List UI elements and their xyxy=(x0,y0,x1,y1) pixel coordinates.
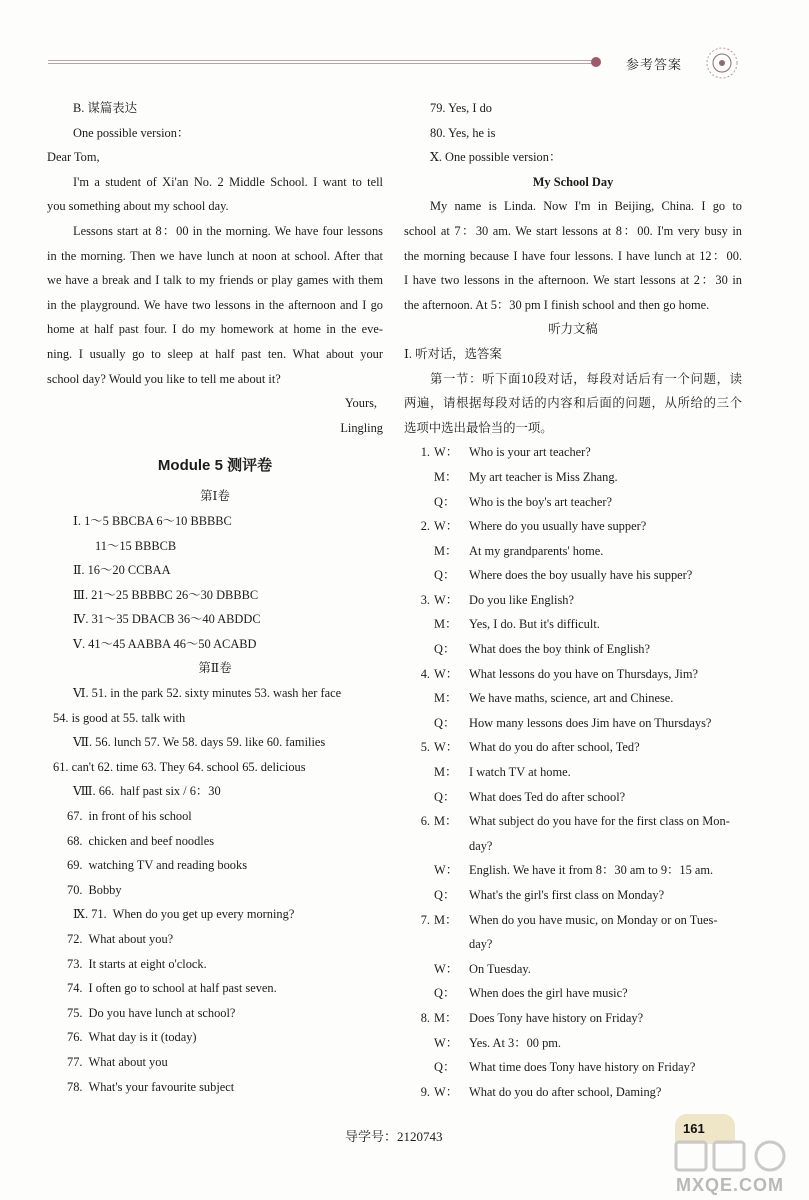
speaker-label: Q： xyxy=(434,888,456,902)
dialogue-number: 3. xyxy=(420,592,430,607)
speaker-label: Q： xyxy=(434,494,456,509)
answer-line: 61. can't 62. time 63. They 64. school 65. delicious xyxy=(53,759,306,774)
numbered-answer xyxy=(47,1075,383,1100)
dialogue-text: Where do you usually have supper? xyxy=(469,519,647,534)
dialogue-line xyxy=(404,612,742,637)
module-title: Module 5 测评卷 xyxy=(157,457,273,475)
dialogue-line xyxy=(404,981,742,1006)
answer-text: Do you have lunch at school? xyxy=(88,1005,236,1020)
dialogue-line xyxy=(404,490,742,515)
letter-body-line: Lessons start at 8：00 in the morning. We have four lessons xyxy=(73,223,383,238)
page-number: 161 xyxy=(683,1121,705,1136)
dialogue-line xyxy=(404,686,742,711)
part2-title: 第Ⅱ卷 xyxy=(198,661,232,676)
letter-body-line: in the morning. Then we have lunch at noon at school. After that xyxy=(47,248,383,263)
listening-section: Ⅰ. 听对话，选答案 xyxy=(404,346,502,361)
answer-text: watching TV and reading books xyxy=(88,858,248,873)
dialogue-line xyxy=(404,883,742,908)
dialogue-number: 2. xyxy=(420,519,430,534)
answer-text: in front of his school xyxy=(88,809,192,824)
answer-text: What day is it (today) xyxy=(88,1030,197,1045)
letter-body-line: ning. I usually go to sleep at half past ten. What about your xyxy=(47,346,383,361)
numbered-answer xyxy=(47,853,383,878)
left-column xyxy=(47,96,383,1099)
dialogue-text: How many lessons does Jim have on Thursdays? xyxy=(469,715,712,730)
numbered-answer xyxy=(47,878,383,903)
dialogue-line xyxy=(404,735,742,760)
answer-number: Ⅸ. 71. xyxy=(73,907,107,922)
dialogue-text: Do you like English? xyxy=(469,592,574,607)
dialogue-text: What subject do you have for the first class on Mon- xyxy=(469,814,730,829)
speaker-label: M： xyxy=(434,912,458,927)
letter-body-line: in the playground. We have two lessons in the afternoon and I go xyxy=(47,297,383,312)
speaker-label: Q： xyxy=(434,1060,456,1075)
answer-number: 77. xyxy=(67,1054,83,1069)
speaker-label: M： xyxy=(434,691,458,706)
speaker-label: M： xyxy=(434,469,458,484)
answer-text: What's your favourite subject xyxy=(88,1079,235,1094)
dialogue-text: Does Tony have history on Friday? xyxy=(469,1010,644,1025)
numbered-answer xyxy=(47,804,383,829)
speaker-label: W： xyxy=(434,961,459,976)
speaker-label: Q： xyxy=(434,789,456,804)
answer-line: Ⅴ. 41～45 AABBA 46～50 ACABD xyxy=(73,636,257,651)
numbered-answer xyxy=(47,927,383,952)
answer-line: Ⅶ. 56. lunch 57. We 58. days 59. like 60. families xyxy=(73,735,326,750)
numbered-answer xyxy=(47,829,383,854)
answer-text: It starts at eight o'clock. xyxy=(88,956,207,971)
numbered-answer xyxy=(47,902,383,927)
essay-line: the morning because I have four lessons. I have lunch at 12：00. xyxy=(404,248,742,263)
speaker-label: Q： xyxy=(434,715,456,730)
answer-number: 78. xyxy=(67,1079,83,1094)
answer-number: 72. xyxy=(67,932,83,946)
answer-number: 69. xyxy=(67,858,83,873)
dialogue-number: 4. xyxy=(420,666,430,681)
answer-line: 80. Yes, he is xyxy=(430,125,496,140)
dialogue-text: day? xyxy=(469,937,493,952)
dialogue-line xyxy=(404,637,742,662)
dialogue-text: Who is your art teacher? xyxy=(469,445,591,460)
speaker-label: W： xyxy=(434,592,459,607)
answer-line: 11～15 BBBCB xyxy=(95,538,177,553)
numbered-answer xyxy=(47,1025,383,1050)
letter-body-line: school day? Would you like to tell me about it? xyxy=(47,371,281,386)
letter-line: I'm a student of Xi'an No. 2 Middle School. I want to tell xyxy=(73,174,383,189)
answer-line: Ⅲ. 21～25 BBBBC 26～30 DBBBC xyxy=(73,587,259,602)
footer-code: 导学号：2120743 xyxy=(345,1129,443,1144)
speaker-label: M： xyxy=(434,814,458,829)
dialogue-number: 5. xyxy=(420,740,430,755)
right-column xyxy=(404,96,742,1104)
answer-line: Ⅰ. 1～5 BBCBA 6～10 BBBBC xyxy=(73,513,232,528)
speaker-label: W： xyxy=(434,1035,459,1050)
dialogue-line xyxy=(404,662,742,687)
instruction-line: 选项中选出最恰当的一项。 xyxy=(404,420,553,435)
essay-line: the afternoon. At 5：30 pm I finish school and then go home. xyxy=(404,297,710,312)
dialogue-line xyxy=(404,957,742,982)
answer-text: chicken and beef noodles xyxy=(88,833,215,848)
dialogue-line xyxy=(404,908,742,933)
dialogue-number: 8. xyxy=(420,1010,430,1025)
essay-title: My School Day xyxy=(532,174,614,189)
instruction-line: 两遍，请根据每段对话的内容和后面的问题，从所给的三个 xyxy=(404,396,742,411)
dialogue-text: What does the boy think of English? xyxy=(469,642,651,657)
speaker-label: Q： xyxy=(434,568,456,583)
dialogue-text: English. We have it from 8：30 am to 9：15 am. xyxy=(469,863,714,878)
dialogue-line xyxy=(404,539,742,564)
answer-line: Ⅱ. 16～20 CCBAA xyxy=(73,563,171,578)
dialogue-text: On Tuesday. xyxy=(469,961,531,976)
speaker-label: W： xyxy=(434,519,459,534)
answer-line: 54. is good at 55. talk with xyxy=(53,710,186,725)
answer-number: 74. xyxy=(67,981,83,996)
dialogue-text: What's the girl's first class on Monday? xyxy=(469,888,665,902)
speaker-label: M： xyxy=(434,543,458,558)
speaker-label: W： xyxy=(434,666,459,681)
letter-body-line: we have a break and I talk to my friends or play games with them xyxy=(47,273,383,288)
answer-text: half past six / 6：30 xyxy=(120,784,221,799)
numbered-answer xyxy=(47,1001,383,1026)
dialogue-line xyxy=(404,563,742,588)
answer-number: 73. xyxy=(67,956,83,971)
dialogue-text: I watch TV at home. xyxy=(469,765,571,780)
flower-ornament-icon xyxy=(705,46,739,80)
dialogue-line xyxy=(404,858,742,883)
dialogue-line xyxy=(404,440,742,465)
answer-number: 75. xyxy=(67,1005,83,1020)
dialogue-line xyxy=(404,1006,742,1031)
answer-line: 79. Yes, I do xyxy=(430,101,492,115)
watermark-text: MXQE.COM xyxy=(676,1175,785,1195)
dialogue-line xyxy=(404,834,742,859)
dialogue-line xyxy=(404,1031,742,1056)
dialogue-text: My art teacher is Miss Zhang. xyxy=(469,469,618,484)
answer-text: What about you? xyxy=(88,932,174,946)
essay-line: My name is Linda. Now I'm in Beijing, China. I go to xyxy=(430,199,742,214)
dialogue-text: What does Ted do after school? xyxy=(469,789,626,804)
answer-number: Ⅷ. 66. xyxy=(73,784,115,799)
letter-greeting: Dear Tom, xyxy=(47,150,100,165)
speaker-label: W： xyxy=(434,445,459,460)
numbered-answer xyxy=(47,1050,383,1075)
answer-number: 76. xyxy=(67,1030,83,1045)
dialogue-number: 6. xyxy=(420,814,430,829)
dialogue-list xyxy=(404,440,742,1104)
answer-line: Ⅵ. 51. in the park 52. sixty minutes 53. wash her face xyxy=(73,686,342,701)
dialogue-text: Yes. At 3：00 pm. xyxy=(469,1035,562,1050)
dialogue-line xyxy=(404,1080,742,1105)
header-label: 参考答案 xyxy=(626,57,683,72)
letter-signature: Lingling xyxy=(340,420,383,435)
dialogue-text: At my grandparents' home. xyxy=(469,543,604,558)
dialogue-number: 7. xyxy=(420,912,430,927)
dialogue-line xyxy=(404,465,742,490)
numbered-answer xyxy=(47,952,383,977)
answer-number: 70. xyxy=(67,882,83,897)
dialogue-text: Where does the boy usually have his supper? xyxy=(469,568,693,583)
speaker-label: W： xyxy=(434,1084,459,1099)
answer-text: When do you get up every morning? xyxy=(112,907,295,922)
numbered-answer xyxy=(47,779,383,804)
numbered-answer xyxy=(47,976,383,1001)
dialogue-text: Yes, I do. But it's difficult. xyxy=(469,617,600,632)
dialogue-text: When do you have music, on Monday or on Tues- xyxy=(469,912,718,927)
speaker-label: M： xyxy=(434,1010,458,1025)
answer-number: 67. xyxy=(67,809,83,824)
dialogue-line xyxy=(404,1055,742,1080)
answer-line: Ⅳ. 31～35 DBACB 36～40 ABDDC xyxy=(73,612,261,627)
version-note: One possible version： xyxy=(73,125,190,140)
listening-title: 听力文稿 xyxy=(548,322,598,337)
instruction-line: 第一节：听下面10段对话，每段对话后有一个问题，读 xyxy=(430,371,742,386)
essay-line: school at 7：30 am. We start lessons at 8：00. I'm very busy in xyxy=(404,223,742,238)
speaker-label: M： xyxy=(434,765,458,780)
dialogue-line xyxy=(404,809,742,834)
dialogue-text: What time does Tony have history on Friday? xyxy=(469,1060,696,1075)
speaker-label: M： xyxy=(434,617,458,632)
dialogue-text: What do you do after school, Ted? xyxy=(469,740,640,755)
dialogue-line xyxy=(404,588,742,613)
letter-closing: Yours, xyxy=(344,396,377,411)
numbered-answer-list xyxy=(47,779,383,1099)
answer-text: Bobby xyxy=(88,882,122,897)
part1-title: 第Ⅰ卷 xyxy=(200,489,230,504)
letter-body-line: home at half past four. I do my homework at home in the eve- xyxy=(47,322,383,337)
answer-text: What about you xyxy=(88,1054,168,1069)
dialogue-line xyxy=(404,760,742,785)
dialogue-text: What do you do after school, Daming? xyxy=(469,1084,662,1099)
speaker-label: W： xyxy=(434,863,459,878)
dialogue-line xyxy=(404,514,742,539)
speaker-label: Q： xyxy=(434,986,456,1001)
dialogue-text: What lessons do you have on Thursdays, Jim? xyxy=(469,666,698,681)
dialogue-line xyxy=(404,785,742,810)
dialogue-text: Who is the boy's art teacher? xyxy=(469,494,612,509)
header-rule xyxy=(48,60,596,64)
dialogue-number: 9. xyxy=(420,1084,430,1099)
dialogue-text: We have maths, science, art and Chinese. xyxy=(469,691,674,706)
essay-line: I have two lessons in the afternoon. We start lessons at 2：30 in xyxy=(404,273,742,288)
speaker-label: Q： xyxy=(434,642,456,657)
answer-text: I often go to school at half past seven. xyxy=(88,981,277,996)
dialogue-text: day? xyxy=(469,838,493,853)
answer-number: 68. xyxy=(67,833,83,848)
dialogue-line xyxy=(404,711,742,736)
dialogue-line xyxy=(404,932,742,957)
letter-line: you something about my school day. xyxy=(47,199,229,214)
answer-line: Ⅹ. One possible version： xyxy=(430,150,562,165)
header-dot-icon xyxy=(591,57,601,67)
speaker-label: W： xyxy=(434,740,459,755)
dialogue-text: When does the girl have music? xyxy=(469,986,628,1001)
section-title: B. 谋篇表达 xyxy=(73,101,138,115)
dialogue-number: 1. xyxy=(420,445,430,460)
